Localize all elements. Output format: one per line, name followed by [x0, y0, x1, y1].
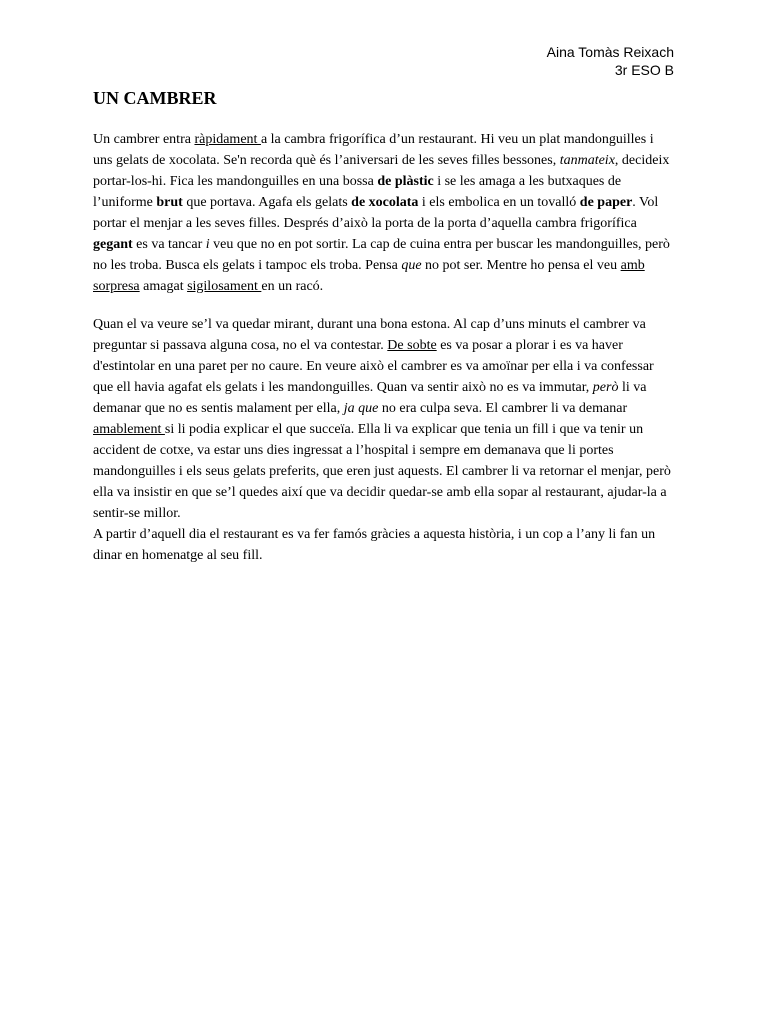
text-run: Quan el va veure se’l va quedar mirant, durant una bona estona. Al cap d’uns minuts el cambrer va preguntar si passava alguna cosa, no el va contestar.	[93, 317, 646, 353]
italic-text: tanmateix	[559, 153, 615, 168]
text-run: li va demanar que no es sentis malament per ella,	[93, 380, 647, 416]
text-run: Un cambrer entra	[93, 132, 195, 147]
text-run: es va tancar	[132, 237, 206, 252]
bold-text: de paper	[579, 195, 633, 210]
bold-text: de xocolata	[351, 195, 419, 210]
italic-text: però	[592, 380, 619, 395]
paragraph-3	[93, 524, 673, 566]
bold-text: gegant	[93, 237, 133, 252]
author-header	[547, 43, 674, 79]
author-name: Aina Tomàs Reixach	[546, 44, 674, 60]
text-run: no era culpa seva. El cambrer li va demanar	[378, 401, 628, 416]
text-run: que portava. Agafa els gelats	[182, 195, 352, 210]
story-body	[93, 129, 673, 566]
italic-text: ja que	[343, 401, 379, 416]
text-run: A partir d’aquell dia el restaurant es va fer famós gràcies a aquesta història, i un cop a l’any li fan un dinar en homenatge al seu fill.	[93, 527, 656, 563]
underlined-text: amablement	[93, 422, 165, 437]
text-run: i els embolica en un tovalló	[418, 195, 580, 210]
document-title: UN CAMBRER	[93, 88, 217, 108]
italic-text: i	[205, 237, 210, 252]
text-run: en un racó.	[261, 279, 324, 294]
text-run: veu que no en pot sortir. La cap de cuina entra per buscar les mandonguilles, però no les troba. Busca els gelats i tampoc els troba. Pensa	[93, 237, 670, 273]
bold-text: de plàstic	[377, 174, 434, 189]
text-run: . Vol portar el menjar a les seves filles. Després d’això la porta de la porta d’aquella cambra frigorífica	[93, 195, 659, 231]
underlined-text: ràpidament	[194, 132, 261, 147]
text-run: i se les amaga a les butxaques de l’uniforme	[93, 174, 622, 210]
text-run: si li podia explicar el que succeïa. Ella li va explicar que tenia un fill i que va tenir un accident de cotxe, va estar uns dies ingressat a l’hospital i sempre em demanava que li portes mandonguilles i els seus gelats preferits, que eren just aquests. El cambrer li va retornar el menjar, però ella va insistir en que se’l quedes així que va decidir quedar-se amb ella sopar al restaurant, ajudar-la a sentir-se millor.	[93, 422, 671, 521]
paragraph-1	[93, 129, 673, 297]
text-run: no pot ser. Mentre ho pensa el veu	[421, 258, 621, 273]
underlined-text: De sobte	[387, 338, 437, 353]
bold-text: brut	[156, 195, 183, 210]
italic-text: que	[401, 258, 422, 273]
underlined-text: sigilosament	[187, 279, 262, 294]
text-run: es va posar a plorar i es va haver d'estintolar en una paret per no caure. En veure això el cambrer es va amoïnar per ella i va confessar que ell havia agafat els gelats i les mandonguilles. Quan va sentir això no es va immutar,	[93, 338, 654, 395]
underlined-text: amb sorpresa	[93, 258, 645, 294]
text-run: a la cambra frigorífica d’un restaurant. Hi veu un plat mandonguilles i uns gelats de xocolata. Se'n recorda què és l’aniversari de les seves filles bessones,	[93, 132, 654, 168]
text-run: , decideix portar-los-hi. Fica les mandonguilles en una bossa	[93, 153, 670, 189]
class-name: 3r ESO B	[614, 62, 674, 78]
paragraph-2	[93, 314, 673, 524]
text-run: amagat	[139, 279, 188, 294]
